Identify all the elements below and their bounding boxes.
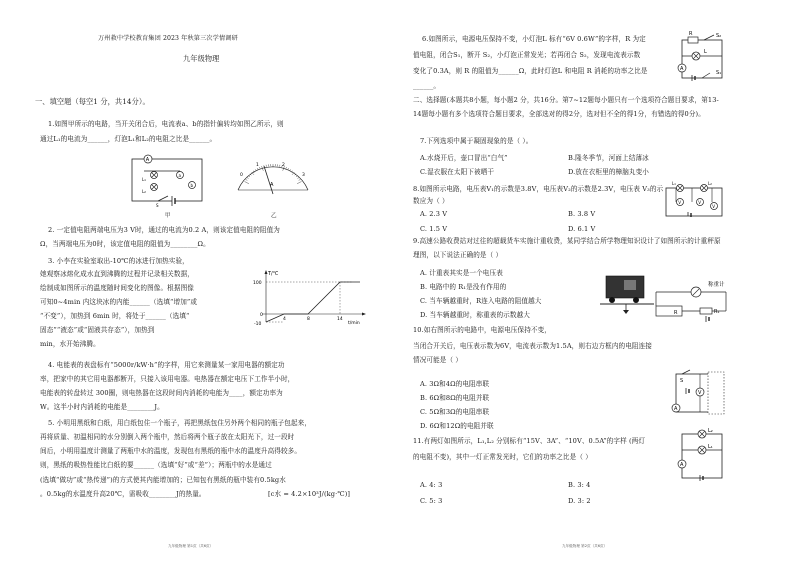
- svg-text:L₂: L₂: [708, 428, 713, 434]
- q11-stem-line1: 11.有两灯如图所示，L₁,L₂ 分别标有“15V、3A”、“10V、0.5A”的字样 (两灯: [413, 437, 646, 445]
- q9-fig-label: 称重计: [708, 282, 725, 288]
- q11-stem-line2: 的电阻不变)，其中一灯正常发光时，它们的功率之比是（ ）: [413, 453, 592, 461]
- svg-text:R: R: [674, 310, 678, 316]
- q3-line3: 绘制成如图所示的温度随时间变化的图像。根据图像: [40, 284, 194, 292]
- svg-text:A: A: [145, 157, 150, 163]
- q8-option-c: C. 1.5 V: [420, 225, 448, 233]
- section2-title-line2: 14题每小题有多个选项符合题目要求，全部选对的得2分，选对但不全的得1分，有错选的得0分)。: [413, 110, 705, 118]
- q7-option-b: B.隆冬季节，河面上结薄冰: [568, 154, 649, 162]
- q10-stem-line1: 10.如右图所示的电路中，电源电压保持不变，: [413, 326, 551, 334]
- q10-option-d: D. 6Ω和12Ω的电阻并联: [420, 422, 494, 430]
- q11-circuit: [672, 428, 732, 486]
- q10-stem-line2: 当闭合开关后，电压表示数为6V，电流表示数为1.5A，则右边方框内的电阻连接: [413, 342, 653, 350]
- graph-x-tick-14: 14: [337, 317, 343, 322]
- q9-weighing-figure: [596, 270, 746, 326]
- q6-circuit: [672, 32, 732, 84]
- q8-circuit: [662, 182, 726, 220]
- q9-option-c: C. 当车辆越重时，R连入电路的阻值越大: [420, 297, 542, 305]
- q5-line6: 。0.5kg的水温度升高20℃，需吸收________J的热量。: [40, 490, 206, 498]
- svg-text:S₂: S₂: [716, 33, 722, 39]
- svg-text:S₁: S₁: [716, 70, 722, 76]
- svg-text:V: V: [698, 200, 701, 205]
- q9-option-d: D. 当车辆越重时，称重表的示数越大: [420, 311, 530, 319]
- figure-jia-circuit: [128, 155, 210, 213]
- dial-tick-1: 1: [256, 163, 259, 168]
- q6-line4: ______。: [413, 82, 441, 90]
- q11-option-d: D. 3: 2: [568, 497, 591, 505]
- figure-yi-ammeter: [232, 158, 314, 200]
- q4-line2: 率，把家中的其它用电器都断开，只接入该用电器。电热器在额定电压下工作半小时，: [40, 375, 295, 383]
- dial-tick-mark: [296, 176, 298, 177]
- q5-line2: 再将质量、初温相同的水分别倒入两个瓶中，然后将两个瓶子放在太阳光下，过一段时: [40, 433, 295, 441]
- q9-option-b: B. 电路中的 R₁是没有作用的: [420, 283, 507, 291]
- dial-tick-mark: [248, 176, 250, 177]
- graph-y-tick-0: 0: [260, 313, 263, 318]
- graph-y-tick-neg10: -10: [254, 322, 262, 327]
- q11-option-b: B. 3: 4: [568, 481, 591, 489]
- svg-text:A: A: [674, 406, 678, 412]
- q5-line3: 间后，小明用温度计测量了两瓶中水的温度，发现包有黑纸的瓶中水的温度升高得较多。: [40, 447, 302, 455]
- dial-unit: A: [270, 182, 274, 188]
- q6-line2: 值电阻，闭合S₁，断开 S₂，小灯泡正常发光；若再闭合 S₂，发现电流表示数: [413, 51, 641, 59]
- q3-line7: min，水开始沸腾。: [40, 340, 100, 348]
- q1-line1: 1.如图甲所示的电路，当开关闭合后，电流表a、b的指针偏转均如图乙所示，则: [48, 120, 284, 128]
- q7-option-a: A.水烧开后，壶口冒出“白气”: [420, 154, 508, 162]
- q1-line2: 通过L₁的电流为______，灯泡L₁和L₂的电阻之比是______。: [40, 135, 217, 143]
- graph-y-tick-100: 100: [253, 281, 262, 286]
- section1-title: 一、填空题（每空1 分，共14分）。: [35, 97, 150, 106]
- dial-tick-3: 3: [302, 173, 305, 178]
- dial-tick-0: 0: [240, 173, 243, 178]
- svg-text:L₂: L₂: [708, 181, 712, 186]
- q8-stem-line1: 8.如图所示电路，电压表V₁的示数是3.8V，电压表V₂的示数是2.3V，电压表 V₃的示: [413, 185, 664, 193]
- footer-right: 九年级物理 第2页（共6页）: [562, 544, 608, 548]
- q10-option-c: C. 5Ω和3Ω的电阻串联: [420, 408, 490, 416]
- svg-text:L₂: L₂: [142, 189, 146, 194]
- q5-line4: 则，黑纸的吸热性能比白纸的要______（选填“好”或“差”）；两瓶中的水是通过: [40, 461, 272, 469]
- svg-text:V: V: [698, 390, 702, 396]
- q8-option-b: B. 3.8 V: [568, 210, 596, 218]
- svg-text:V: V: [678, 200, 681, 205]
- q8-stem-line2: 数应为（ ）: [413, 197, 449, 205]
- q7-option-d: D.放在衣柜里的樟脑丸变小: [568, 168, 649, 176]
- q5-line5: (选填“做功”或“热传递”)的方式使其内能增加的；已知包有黑纸的瓶中装有0.5kg水: [40, 476, 286, 484]
- svg-text:b: b: [190, 183, 194, 188]
- graph-x-label: t/min: [348, 321, 360, 326]
- q7-stem: 7.下列选项中属于凝固现象的是（ ）。: [420, 137, 533, 145]
- q6-line1: 6.如图所示，电源电压保持不变，小灯泡L 标有“6V 0.6W”的字样，R 为定: [422, 35, 646, 43]
- q2-line1: 2. 一定值电阻两端电压为3 V时，通过的电流为0.2 A，则该定值电阻的阻值为: [48, 226, 281, 234]
- dial-tick-mark: [286, 167, 287, 169]
- q6-line3: 变化了0.3A，则 R 的阻值为______Ω，此时灯泡L 和电阻 R 消耗的功率之比是: [413, 67, 648, 75]
- svg-text:V: V: [712, 204, 715, 209]
- dial-tick-mark: [297, 181, 301, 183]
- section2-title-line1: 二、选择题(本题共8小题，每小题2 分，共16分。第7~12题每小题只有一个选项符合题目要求，第13-: [413, 96, 719, 104]
- q3-line1: 3. 小李在实验室取出-10℃的冰进行加热实验，: [48, 257, 189, 265]
- q7-option-c: C.湿衣服在太阳下被晒干: [420, 168, 495, 176]
- subject-header: 九年级物理: [183, 54, 220, 63]
- q9-stem-line1: 9.高速公路收费站对过往的超载货车实施计重收费，某同学结合所学物理知识设计了如图所示的计重秤原: [413, 237, 721, 245]
- q10-option-b: B. 6Ω和8Ω的电阻并联: [420, 394, 490, 402]
- q2-line2: Ω，当两端电压为0时，该定值电阻的阻值为________Ω。: [40, 240, 210, 248]
- svg-text:L: L: [704, 49, 707, 55]
- q11-option-c: C. 5: 3: [420, 497, 443, 505]
- svg-text:S: S: [680, 378, 684, 384]
- graph-x-tick-4: 4: [283, 317, 286, 322]
- q9-option-a: A. 计重表其实是一个电压表: [420, 269, 503, 277]
- dial-tick-mark: [246, 179, 248, 180]
- q3-line6: 固态”“液态”或“固液共存态”），加热到: [40, 326, 155, 334]
- figure-yi-caption: 乙: [271, 213, 277, 219]
- dial-tick-mark: [297, 177, 299, 178]
- q8-option-a: A. 2.3 V: [420, 210, 448, 218]
- q11-option-a: A. 4: 3: [420, 481, 443, 489]
- dial-tick-mark: [299, 179, 301, 180]
- school-header: 万州救中学校教育集团 2023 年秋第三次学情调研: [98, 35, 238, 42]
- q5-formula: [c水 = 4.2×10³J/(kg·℃)]: [268, 490, 351, 498]
- svg-text:L₁: L₁: [672, 181, 676, 186]
- q9-stem-line2: 理图，以下说法正确的是（ ）: [413, 251, 503, 259]
- dial-tick-mark: [259, 167, 260, 169]
- dial-tick-mark: [247, 177, 249, 178]
- figure-jia-caption: 甲: [165, 213, 171, 219]
- q3-line2: 她观察冰熔化成水直到沸腾的过程并记录相关数据，: [40, 270, 194, 278]
- footer-left: 九年级物理 第1页（共6页）: [168, 544, 214, 548]
- svg-text:A: A: [680, 462, 684, 468]
- q10-stem-line3: 情况可能是（ ）: [413, 356, 463, 364]
- dial-tick-mark: [244, 181, 248, 183]
- svg-text:A: A: [680, 66, 684, 72]
- q4-line3: 电能表的转盘转过 300圈，则电热器在这段时间内消耗的电能为____，额定功率为: [40, 389, 283, 397]
- svg-text:S: S: [156, 203, 159, 208]
- q10-circuit: [672, 370, 732, 420]
- q3-line4: 可知0~4min 内这块冰的内能______（选填“增加”或: [40, 298, 198, 306]
- svg-text:R: R: [689, 31, 693, 37]
- temperature-time-graph: [252, 268, 372, 330]
- graph-x-tick-8: 8: [307, 317, 310, 322]
- q5-line1: 5. 小明用黑纸和白纸，用白纸包住一个瓶子，再把黑纸包住另外两个相同的瓶子包起来，: [48, 419, 312, 427]
- svg-text:a: a: [178, 173, 181, 178]
- q10-option-a: A. 3Ω和4Ω的电阻串联: [420, 380, 490, 388]
- svg-text:L₁: L₁: [708, 444, 713, 450]
- graph-y-label: T/℃: [268, 271, 279, 277]
- svg-text:L₁: L₁: [142, 177, 146, 182]
- q8-option-d: D. 6.1 V: [568, 225, 596, 233]
- q4-line1: 4. 电能表的表盘标有“5000r/kW·h”的字样，用它来测量某一家用电器的额定功: [48, 361, 285, 369]
- q4-line4: W。这半小时内消耗的电能是________J。: [40, 403, 164, 411]
- svg-text:R₁: R₁: [714, 309, 720, 315]
- dial-tick-2: 2: [282, 163, 285, 168]
- q3-line5: “不变”），加热到 6min 时，将处于______（选填“: [40, 312, 190, 320]
